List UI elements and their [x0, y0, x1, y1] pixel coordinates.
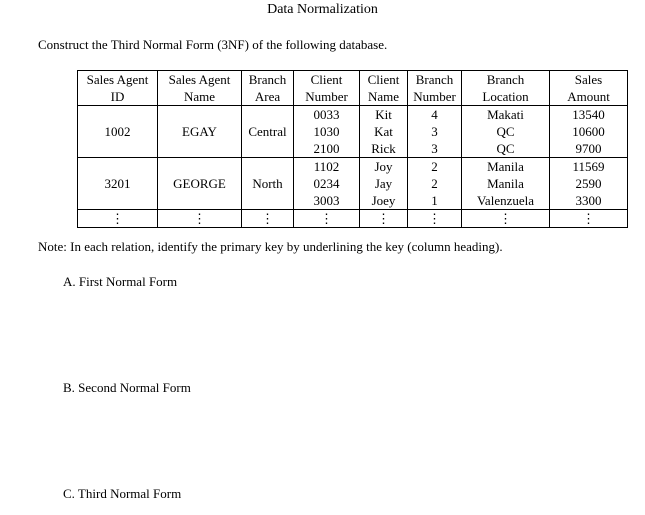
client-name-cell: Kit Kat Rick — [360, 106, 408, 158]
table-header-row — [78, 71, 628, 106]
agent-name-cell: GEORGE — [158, 158, 242, 210]
header-branch-area: Branch Area — [242, 71, 294, 106]
branch-number-cell: 4 3 3 — [408, 106, 462, 158]
table-row — [78, 106, 628, 158]
agent-name-cell: EGAY — [158, 106, 242, 158]
client-name-cell: Joy Jay Joey — [360, 158, 408, 210]
sales-amount-cell: 11569 2590 3300 — [550, 158, 628, 210]
client-number-cell: 1102 0234 3003 — [294, 158, 360, 210]
part-c-label: C. Third Normal Form — [63, 486, 182, 501]
branch-number-cell: 2 2 1 — [408, 158, 462, 210]
ellipsis-cell: ⋮ — [242, 210, 294, 228]
page-title: Data Normalization — [267, 2, 378, 17]
branch-area-cell: North — [242, 158, 294, 210]
part-a-label: A. First Normal Form — [63, 274, 178, 289]
branch-area-cell: Central — [242, 106, 294, 158]
sales-amount-cell: 13540 10600 9700 — [550, 106, 628, 158]
ellipsis-cell: ⋮ — [158, 210, 242, 228]
branch-location-cell: Manila Manila Valenzuela — [462, 158, 550, 210]
ellipsis-cell: ⋮ — [408, 210, 462, 228]
header-branch-number: Branch Number — [408, 71, 462, 106]
database-table — [77, 70, 628, 228]
ellipsis-row — [78, 210, 628, 228]
table-row — [78, 158, 628, 210]
client-number-cell: 0033 1030 2100 — [294, 106, 360, 158]
header-sales-agent-id: Sales Agent ID — [78, 71, 158, 106]
part-b-label: B. Second Normal Form — [63, 380, 191, 395]
ellipsis-cell: ⋮ — [294, 210, 360, 228]
ellipsis-cell: ⋮ — [78, 210, 158, 228]
header-sales-amount: Sales Amount — [550, 71, 628, 106]
agent-id-cell: 1002 — [78, 106, 158, 158]
header-branch-location: Branch Location — [462, 71, 550, 106]
agent-id-cell: 3201 — [78, 158, 158, 210]
ellipsis-cell: ⋮ — [550, 210, 628, 228]
ellipsis-cell: ⋮ — [360, 210, 408, 228]
ellipsis-cell: ⋮ — [462, 210, 550, 228]
header-client-number: Client Number — [294, 71, 360, 106]
note-text: Note: In each relation, identify the primary key by underlining the key (column heading). — [38, 239, 503, 254]
branch-location-cell: Makati QC QC — [462, 106, 550, 158]
header-sales-agent-name: Sales Agent Name — [158, 71, 242, 106]
header-client-name: Client Name — [360, 71, 408, 106]
instruction-text: Construct the Third Normal Form (3NF) of the following database. — [38, 37, 388, 52]
